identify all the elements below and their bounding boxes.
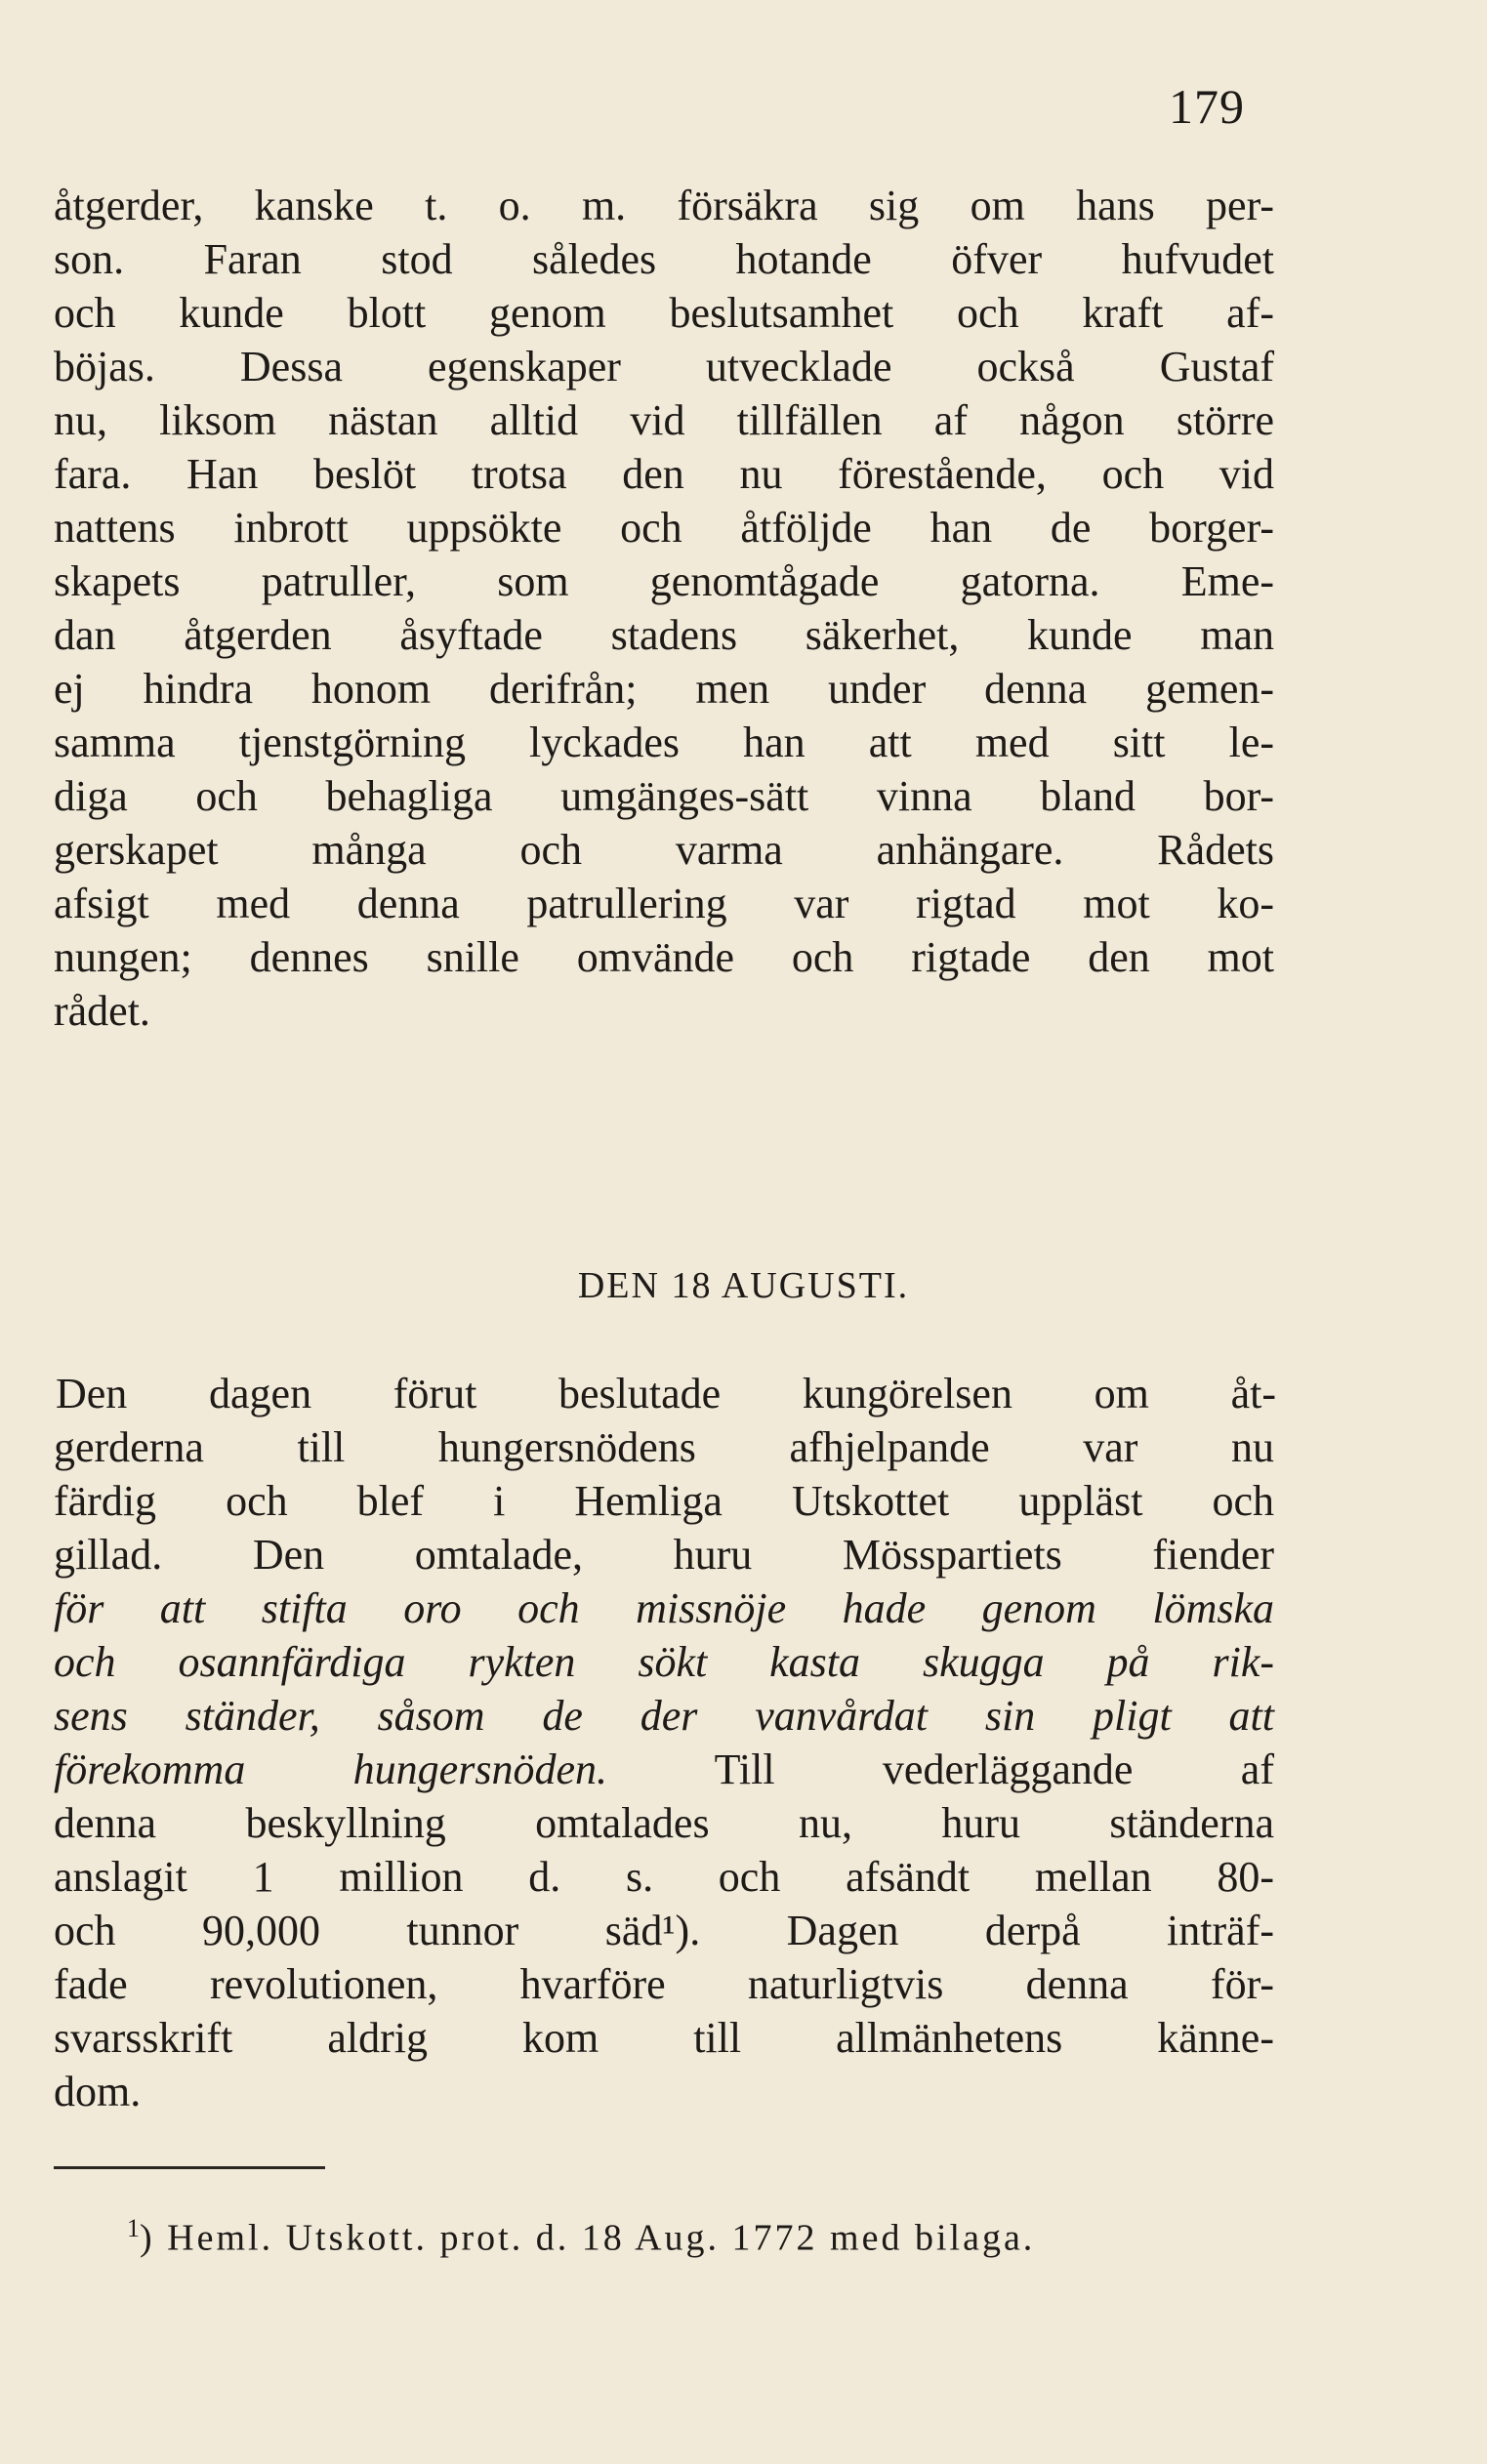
italic-phrase: förekomma hungersnöden. [54, 1745, 607, 1793]
page-number: 179 [1169, 79, 1245, 134]
text-line: diga och behagliga umgänges-sätt vinna bland bor- [54, 772, 1274, 820]
text-line: samma tjenstgörning lyckades han att med sitt le- [54, 719, 1274, 766]
text-line: anslagit 1 million d. s. och afsändt mellan 80- [54, 1853, 1274, 1901]
text-line: nungen; dennes snille omvände och rigtade den mot [54, 933, 1274, 981]
text-line: svarsskrift aldrig kom till allmänhetens känne- [54, 2014, 1274, 2062]
text-line: Den dagen förut beslutade kungörelsen om åt- [56, 1370, 1276, 1417]
text-line: rådet. [54, 987, 150, 1035]
footnote-divider [54, 2166, 325, 2169]
italic-text-line: och osannfärdiga rykten sökt kasta skugga på rik- [54, 1638, 1274, 1686]
text-line: och 90,000 tunnor säd¹). Dagen derpå inträf- [54, 1907, 1274, 1954]
text-line: nu, liksom nästan alltid vid tillfällen af någon större [54, 396, 1274, 444]
text-line: dom. [54, 2068, 142, 2115]
footnote-text: ) Heml. Utskott. prot. d. 18 Aug. 1772 med bilaga. [140, 2217, 1036, 2259]
text-line: ej hindra honom derifrån; men under denna gemen- [54, 665, 1274, 713]
text-line: denna beskyllning omtalades nu, huru ständerna [54, 1799, 1274, 1847]
mixed-text-line [54, 1743, 1274, 1797]
italic-text-line: för att stifta oro och missnöje hade genom lömska [54, 1584, 1274, 1632]
text-line: son. Faran stod således hotande öfver hufvudet [54, 235, 1274, 283]
footnote [127, 2201, 1220, 2259]
text-phrase: Till vederläggande af [607, 1745, 1274, 1793]
text-line: och kunde blott genom beslutsamhet och kraft af- [54, 289, 1274, 337]
text-line: böjas. Dessa egenskaper utvecklade också Gustaf [54, 343, 1274, 390]
text-line: fade revolutionen, hvarföre naturligtvis denna för- [54, 1960, 1274, 2008]
text-line: afsigt med denna patrullering var rigtad mot ko- [54, 880, 1274, 927]
text-line: fara. Han beslöt trotsa den nu förestående, och vid [54, 450, 1274, 498]
text-line: gerskapet många och varma anhängare. Rådets [54, 826, 1274, 874]
text-line: nattens inbrott uppsökte och åtföljde han de borger- [54, 504, 1274, 552]
text-line: färdig och blef i Hemliga Utskottet uppläst och [54, 1477, 1274, 1525]
section-heading: DEN 18 AUGUSTI. [577, 1265, 910, 1306]
text-line: gillad. Den omtalade, huru Mösspartiets fiender [54, 1531, 1274, 1579]
italic-text-line: sens ständer, såsom de der vanvårdat sin pligt att [54, 1692, 1274, 1740]
text-line: åtgerder, kanske t. o. m. försäkra sig om hans per- [54, 182, 1274, 229]
text-line: dan åtgerden åsyftade stadens säkerhet, kunde man [54, 611, 1274, 659]
text-line: skapets patruller, som genomtågade gatorna. Eme- [54, 557, 1274, 605]
footnote-marker: 1 [127, 2214, 140, 2242]
text-line: gerderna till hungersnödens afhjelpande var nu [54, 1423, 1274, 1471]
